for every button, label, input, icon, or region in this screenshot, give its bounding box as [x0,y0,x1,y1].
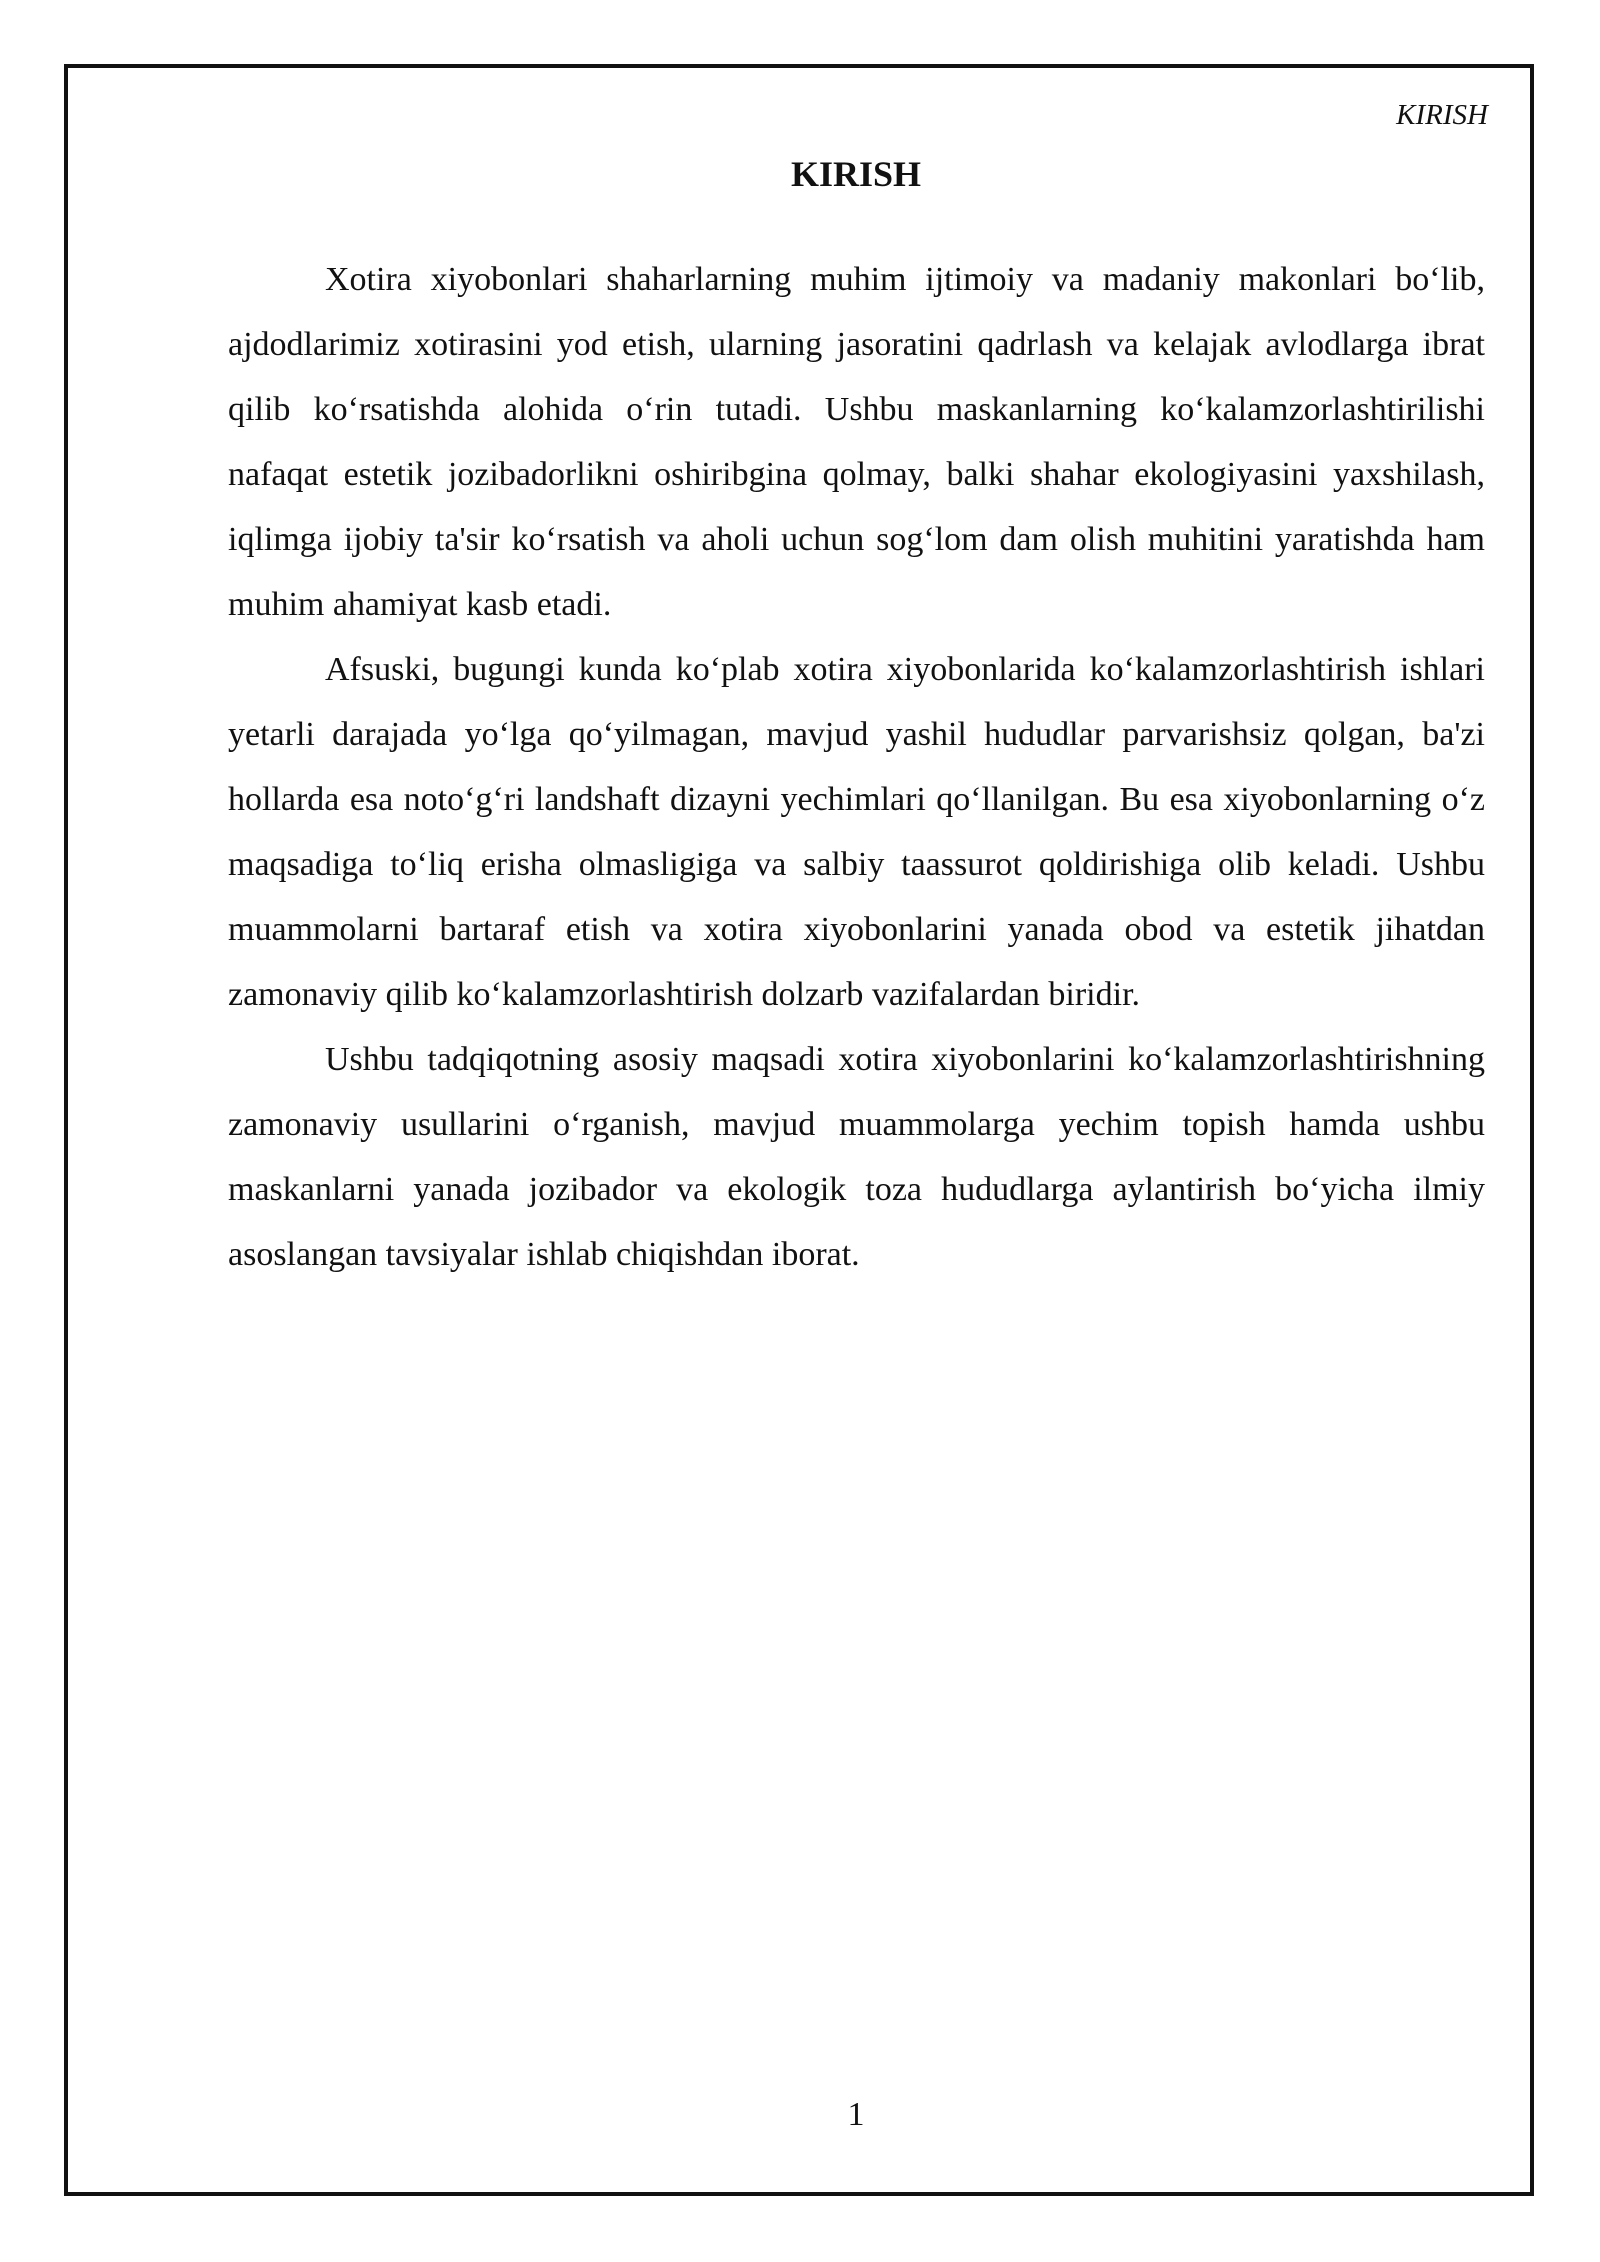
paragraph-1: Xotira xiyobonlari shaharlarning muhim ijtimoiy va madaniy makonlari bo‘lib, ajdodlarimiz xotirasini yod etish, ularning jasoratini qadrlash va kelajak avlodlarga ibrat qilib ko‘rsatishda alohida o‘rin tutadi. Ushbu maskanlarning ko‘kalamzorlashtirilishi nafaqat estetik jozibadorlikni oshiribgina qolmay, balki shahar ekologiyasini yaxshilash, iqlimga ijobiy ta'sir ko‘rsatish va aholi uchun sog‘lom dam olish muhitini yaratishda ham muhim ahamiyat kasb etadi. [228,261,1485,623]
document-body [228,247,1485,1287]
page-title: KIRISH [790,154,922,194]
paragraph-3: Ushbu tadqiqotning asosiy maqsadi xotira xiyobonlarini ko‘kalamzorlashtirishning zamonaviy usullarini o‘rganish, mavjud muammolarga yechim topish hamda ushbu maskanlarni yanada jozibador va ekologik toza hududlarga aylantirish bo‘yicha ilmiy asoslangan tavsiyalar ishlab chiqishdan iborat. [228,1041,1485,1273]
paragraph-2: Afsuski, bugungi kunda ko‘plab xotira xiyobonlarida ko‘kalamzorlashtirish ishlari yetarli darajada yo‘lga qo‘yilmagan, mavjud yashil hududlar parvarishsiz qolgan, ba'zi hollarda esa noto‘g‘ri landshaft dizayni yechimlari qo‘llanilgan. Bu esa xiyobonlarning o‘z maqsadiga to‘liq erisha olmasligiga va salbiy taassurot qoldirishiga olib keladi. Ushbu muammolarni bartaraf etish va xotira xiyobonlarini yanada obod va estetik jihatdan zamonaviy qilib ko‘kalamzorlashtirish dolzarb vazifalardan biridir. [228,651,1485,1013]
page-number: 1 [847,2096,865,2133]
running-header: KIRISH [1396,99,1488,131]
